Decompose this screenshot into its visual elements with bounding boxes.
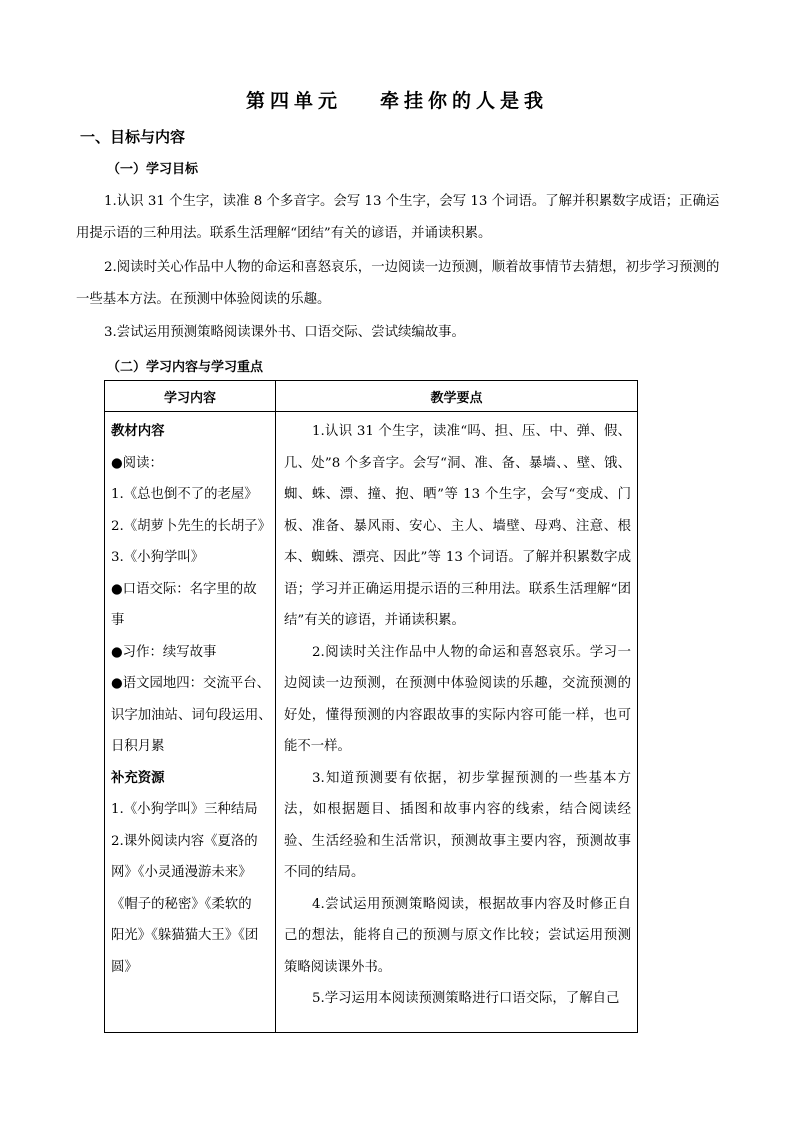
content-table [104, 380, 638, 1033]
header-learning-content: 学习内容 [105, 381, 276, 412]
list-item: 圆》 [111, 959, 138, 975]
list-item: ●习作：续写故事 [111, 644, 217, 660]
goal-paragraph-2: 2.阅读时关心作品中人物的命运和喜怒哀乐，一边阅读一边预测，顺着故事情节去猜想，初步学习预测的一些基本方法。在预测中体验阅读的乐趣。 [76, 260, 720, 307]
title-theme: 牵挂你的人是我 [380, 90, 549, 112]
subheading-learning-goals: （一）学习目标 [107, 162, 199, 177]
teaching-point: 3.知道预测要有依据，初步掌握预测的一些基本方法，如根据题目、插图和故事内容的线索，结合阅读经验、生活经验和生活常识，预测故事主要内容，预测故事不同的结局。 [284, 770, 631, 880]
table-header-row [105, 381, 638, 412]
teaching-point: 1.认识 31 个生字，读准“吗、担、压、中、弹、假、几、处”8 个多音字。会写“洞、准、备、暴墙、、壁、饿、蜘、蛛、漂、撞、抱、晒”等 13 个生字，会写“变成、门板、准备、暴风雨、安心、主人、墙壁、母鸡、注意、根本、蜘蛛、漂亮、因此”等 13 个词语。了解并积累数字成语；学习并正确运用提示语的三种用法。联系生活理解“团结”有关的谚语，并诵读积累。 [284, 424, 631, 628]
list-item: 3.《小狗学叫》 [111, 550, 205, 565]
list-item: 识字加油站、词句段运用、 [111, 707, 272, 723]
list-item: ●语文园地四：交流平台、 [111, 676, 270, 691]
list-item: 2.《胡萝卜先生的长胡子》 [111, 518, 272, 534]
header-teaching-points: 教学要点 [276, 381, 638, 412]
list-item: 1.《总也倒不了的老屋》 [111, 487, 258, 502]
goal-paragraph-3: 3.尝试运用预测策略阅读课外书、口语交际、尝试续编故事。 [104, 325, 465, 340]
teaching-point: 5.学习运用本阅读预测策略进行口语交际，了解自己 [312, 991, 620, 1006]
list-item: 阳光》《躲猫猫大王》《团 [111, 928, 259, 943]
list-item: 网》《小灵通漫游未来》 [111, 865, 252, 880]
list-item: ●阅读： [111, 455, 163, 471]
list-item: 事 [111, 613, 125, 628]
goal-paragraph-1: 1.认识 31 个生字，读准 8 个多音字。会写 13 个生字，会写 13 个词语。了解并积累数字成语；正确运用提示语的三种用法。联系生活理解“团结”有关的谚语，并诵读积累。 [76, 194, 720, 241]
list-item: 《帽子的秘密》《柔软的 [111, 896, 252, 912]
list-item: 1.《小狗学叫》三种结局 [111, 802, 258, 817]
page-title [0, 86, 794, 113]
table-body-row [105, 412, 638, 1033]
learning-content-cell [105, 412, 276, 1033]
list-item: 教材内容 [111, 423, 165, 439]
teaching-point: 4.尝试运用预测策略阅读，根据故事内容及时修正自己的想法，能将自己的预测与原文作比较；尝试运用预测策略阅读课外书。 [284, 896, 631, 975]
list-item: 补充资源 [111, 769, 165, 786]
subheading-learning-content: （二）学习内容与学习重点 [107, 360, 264, 375]
title-unit: 第四单元 [245, 90, 342, 112]
list-item: 日积月累 [111, 739, 165, 754]
list-item: 2.课外阅读内容《夏洛的 [111, 833, 258, 849]
teaching-point: 2.阅读时关注作品中人物的命运和喜怒哀乐。学习一边阅读一边预测，在预测中体验阅读的乐趣，交流预测的好处，懂得预测的内容跟故事的实际内容可能一样，也可能不一样。 [284, 644, 631, 754]
list-item: ●口语交际：名字里的故 [111, 581, 257, 597]
teaching-points-cell [276, 412, 638, 1033]
section-heading-goals-content: 一、目标与内容 [80, 128, 186, 146]
